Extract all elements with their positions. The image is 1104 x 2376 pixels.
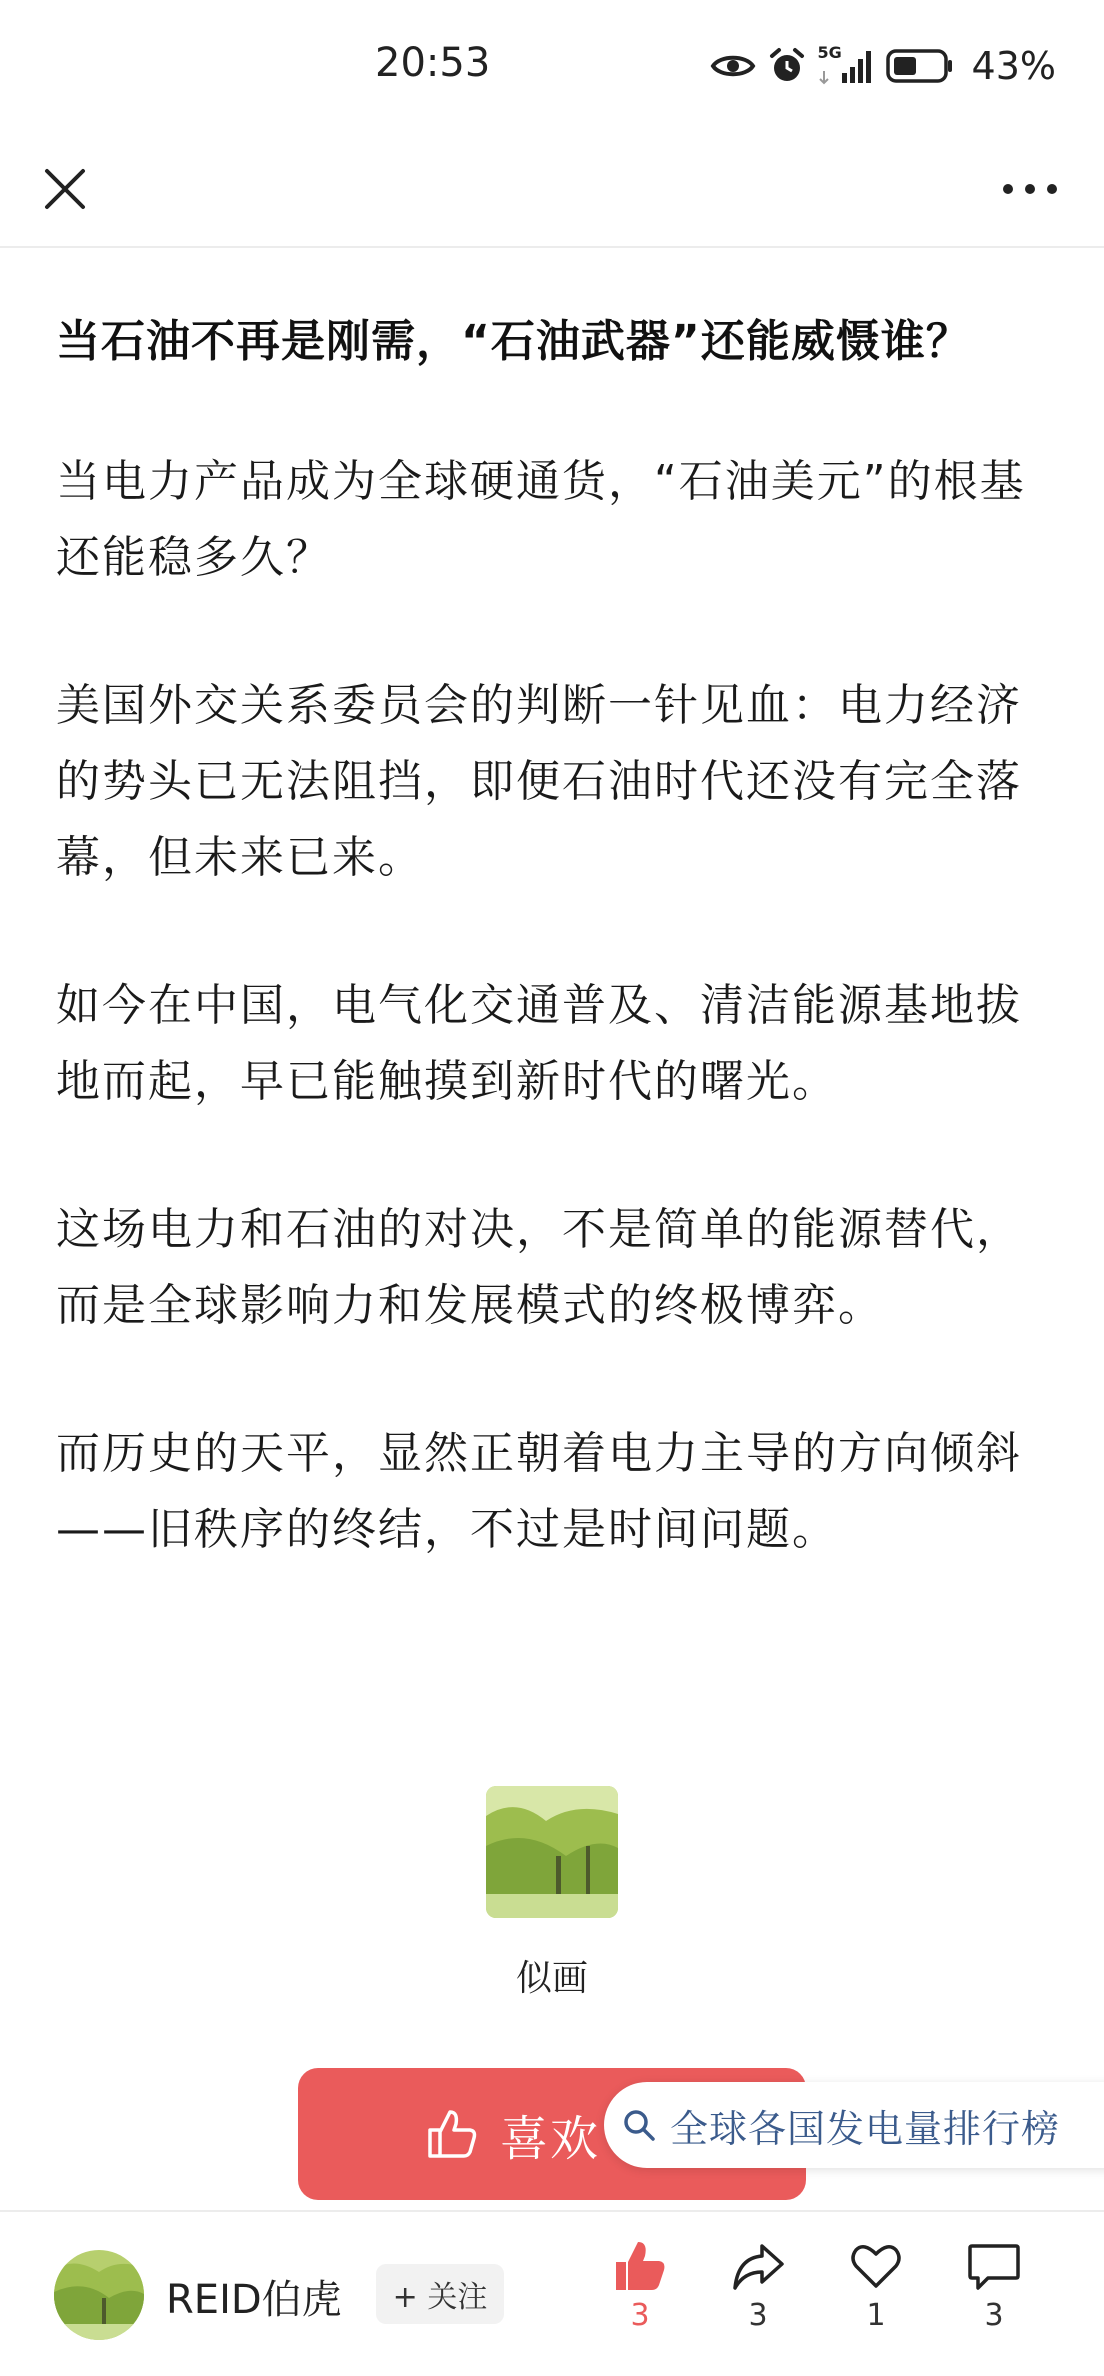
more-button[interactable]: [990, 154, 1070, 224]
article-paragraph: 如今在中国，电气化交通普及、清洁能源基地拔地而起，早已能触摸到新时代的曙光。: [56, 980, 1022, 1107]
top-nav: [0, 130, 1104, 248]
article-paragraph: 这场电力和石油的对决，不是简单的能源替代，而是全球影响力和发展模式的终极博弈。: [56, 1204, 1022, 1331]
author-avatar[interactable]: [54, 2250, 144, 2340]
related-search-pill[interactable]: [604, 2082, 1104, 2168]
related-search-text: 全球各国发电量排行榜: [670, 2106, 1061, 2151]
comment-icon: [966, 2238, 1022, 2294]
status-time: 20:53: [375, 40, 491, 86]
thumbs-up-outline-icon: [424, 2106, 480, 2162]
like-action[interactable]: [600, 2238, 680, 2333]
comment-action[interactable]: [954, 2238, 1034, 2333]
close-icon: [43, 167, 87, 211]
status-bar: [0, 0, 1104, 130]
author-card-name: 似画: [515, 1958, 588, 1999]
favorite-action[interactable]: [836, 2238, 916, 2333]
favorite-count: 1: [866, 2298, 886, 2333]
battery-level: 43%: [971, 44, 1056, 88]
article-title: 当石油不再是刚需，“石油武器”还能威慑谁？: [56, 316, 971, 367]
article-paragraph: 美国外交关系委员会的判断一针见血：电力经济的势头已无法阻挡，即便石油时代还没有完全落幕，但未来已来。: [56, 680, 1022, 883]
article-body: [56, 300, 1052, 1640]
article-paragraph: 而历史的天平，显然正朝着电力主导的方向倾斜——旧秩序的终结，不过是时间问题。: [56, 1428, 1022, 1555]
follow-button[interactable]: + 关注: [376, 2264, 504, 2324]
share-count: 3: [748, 2298, 768, 2333]
like-button-label: 喜欢: [500, 2110, 601, 2167]
author-card-avatar[interactable]: [486, 1786, 618, 1918]
bottom-action-bar: [0, 2210, 1104, 2376]
alarm-icon: [768, 47, 806, 85]
comment-count: 3: [984, 2298, 1004, 2333]
thumbs-up-icon: [612, 2238, 668, 2294]
eye-icon: [710, 51, 756, 81]
close-button[interactable]: [30, 154, 100, 224]
share-icon: [730, 2238, 786, 2294]
battery-icon: [886, 49, 954, 83]
share-action[interactable]: [718, 2238, 798, 2333]
heart-icon: [848, 2238, 904, 2294]
signal-icon: [817, 43, 874, 85]
author-name[interactable]: REID伯虎: [166, 2277, 342, 2323]
search-icon: [622, 2108, 656, 2142]
article-paragraph: 当电力产品成为全球硬通货，“石油美元”的根基还能稳多久？: [56, 456, 1026, 583]
more-icon: [1002, 183, 1058, 195]
status-icons: [710, 42, 1056, 90]
like-count: 3: [630, 2298, 650, 2333]
network-type: 5G: [817, 43, 842, 62]
